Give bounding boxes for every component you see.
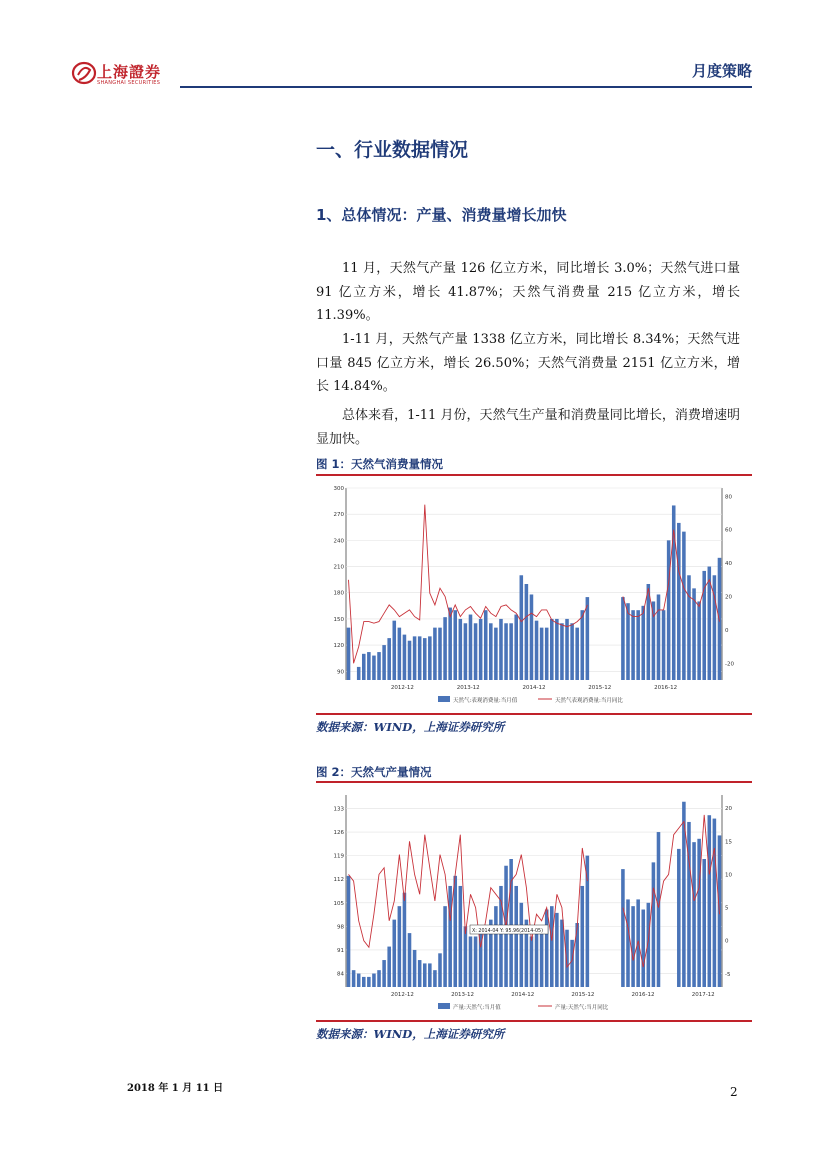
bar xyxy=(560,920,564,987)
bar xyxy=(652,862,656,987)
bar xyxy=(708,815,712,987)
logo-subtitle: SHANGHAI SECURITIES xyxy=(97,80,161,86)
bar xyxy=(636,610,640,680)
bar xyxy=(631,906,635,987)
x-tick-label: 2016-12 xyxy=(654,685,678,691)
bar xyxy=(377,970,381,987)
bar xyxy=(540,628,544,680)
bar xyxy=(398,906,402,987)
paragraph-november: 11 月，天然气产量 126 亿立方米，同比增长 3.0%；天然气进口量 91 亿立方米，增长 41.87%；天然气消费量 215 亿立方米，增长 11.39%。 xyxy=(316,261,740,323)
y2-tick-label: 10 xyxy=(725,872,732,879)
bar xyxy=(575,628,579,680)
bar xyxy=(560,623,564,680)
bar xyxy=(428,636,432,680)
tooltip-text: X: 2014-04 Y: 95.96(2014-05) xyxy=(472,929,543,934)
bar xyxy=(550,619,554,680)
bar xyxy=(662,610,666,680)
legend-bar-label: 天然气:表观消费量:当月值 xyxy=(453,698,518,704)
paragraph-ytd: 1-11 月，天然气产量 1338 亿立方米，同比增长 8.34%；天然气进口量 845 亿立方米，增长 26.50%；天然气消费量 2151 亿立方米，增长 14.84%。 xyxy=(316,332,740,394)
bar xyxy=(392,621,396,680)
bar xyxy=(418,960,422,987)
bar xyxy=(580,886,584,987)
bar xyxy=(362,654,366,680)
bar xyxy=(697,839,701,987)
legend-line-label: 天然气表观消费量:当月同比 xyxy=(555,698,623,704)
bar xyxy=(530,936,534,987)
bar xyxy=(494,906,498,987)
x-tick-label: 2013-12 xyxy=(456,685,480,691)
x-tick-label: 2012-12 xyxy=(390,992,414,998)
bar xyxy=(443,906,447,987)
bar xyxy=(540,930,544,987)
bar xyxy=(499,619,503,680)
y2-tick-label: 5 xyxy=(725,905,729,912)
bar xyxy=(408,933,412,987)
bar xyxy=(677,849,681,987)
bar xyxy=(453,876,457,987)
paragraph-summary: 总体来看，1-11 月份，天然气生产量和消费量同比增长，消费增速明显加快。 xyxy=(316,408,740,447)
bar xyxy=(464,623,468,680)
y-tick-label: 240 xyxy=(333,538,344,545)
bar xyxy=(438,628,442,680)
bar xyxy=(392,920,396,987)
bar xyxy=(504,623,508,680)
y-tick-label: 84 xyxy=(337,971,344,978)
y-tick-label: 180 xyxy=(333,590,344,597)
x-tick-label: 2014-12 xyxy=(522,685,546,691)
bar xyxy=(448,608,452,680)
bar xyxy=(418,636,422,680)
bar xyxy=(702,571,706,680)
bar xyxy=(484,610,488,680)
bar xyxy=(403,893,407,987)
bar xyxy=(484,926,488,987)
bar xyxy=(438,953,442,987)
bar xyxy=(692,842,696,987)
legend-line-label: 产量:天然气:当月同比 xyxy=(555,1005,609,1011)
bar xyxy=(367,652,371,680)
bar xyxy=(387,947,391,987)
bar xyxy=(433,970,437,987)
x-tick-label: 2014-12 xyxy=(511,992,535,998)
bar xyxy=(398,628,402,680)
bar xyxy=(580,610,584,680)
figure-2-top-rule xyxy=(316,781,752,783)
bar xyxy=(555,619,559,680)
y2-tick-label: 0 xyxy=(725,627,729,634)
page-number: 2 xyxy=(730,1085,738,1099)
bar xyxy=(464,926,468,987)
bar xyxy=(387,638,391,680)
bar xyxy=(357,974,361,987)
bar xyxy=(509,859,513,987)
bar xyxy=(545,628,549,680)
legend-bar-swatch xyxy=(438,1003,450,1009)
bar xyxy=(530,594,534,680)
bar xyxy=(357,667,361,680)
bar xyxy=(469,615,473,680)
bar xyxy=(448,886,452,987)
y-tick-label: 300 xyxy=(333,486,344,492)
bar xyxy=(514,886,518,987)
y-tick-label: 91 xyxy=(337,947,344,954)
chart-legend xyxy=(438,696,623,704)
bar xyxy=(713,819,717,987)
bar xyxy=(423,963,427,987)
bar xyxy=(570,940,574,987)
bar xyxy=(347,628,351,680)
section-heading: 一、行业数据情况 xyxy=(316,139,469,161)
bar xyxy=(626,603,630,680)
header-divider xyxy=(180,86,752,88)
bar xyxy=(403,635,407,680)
y2-tick-label: 0 xyxy=(725,938,729,945)
y-tick-label: 126 xyxy=(333,830,344,837)
bar xyxy=(382,960,386,987)
legend-bar-swatch xyxy=(438,696,450,702)
y2-tick-label: 20 xyxy=(725,594,732,601)
footer-date: 2018 年 1 月 11 日 xyxy=(127,1083,224,1094)
bar xyxy=(631,610,635,680)
y2-tick-label: 60 xyxy=(725,527,732,534)
bar xyxy=(641,910,645,987)
bar xyxy=(352,970,356,987)
bar xyxy=(647,584,651,680)
figure-1-top-rule xyxy=(316,474,752,476)
y2-tick-label: -20 xyxy=(725,661,734,668)
bar xyxy=(494,628,498,680)
figure-2-title: 图 2：天然气产量情况 xyxy=(316,765,432,779)
chart-tooltip xyxy=(470,925,548,934)
figure-2-bottom-rule xyxy=(316,1020,752,1022)
bar xyxy=(626,899,630,987)
bar xyxy=(474,936,478,987)
bar xyxy=(677,523,681,680)
bar xyxy=(555,913,559,987)
bar xyxy=(362,977,366,987)
y-tick-label: 112 xyxy=(333,877,344,884)
bar xyxy=(657,594,661,680)
bar xyxy=(570,623,574,680)
y-tick-label: 90 xyxy=(337,669,344,676)
bar xyxy=(641,606,645,680)
figure-2-source: 数据来源：WIND，上海证券研究所 xyxy=(316,1027,505,1041)
bar xyxy=(514,615,518,680)
bar xyxy=(702,859,706,987)
bar xyxy=(652,601,656,680)
bar xyxy=(565,619,569,680)
x-tick-label: 2012-12 xyxy=(390,685,414,691)
bar xyxy=(347,876,351,987)
bar xyxy=(550,906,554,987)
bar xyxy=(621,869,625,987)
logo-text: 上海證券 xyxy=(97,63,162,81)
bar xyxy=(535,933,539,987)
y2-tick-label: 15 xyxy=(725,839,732,846)
y-tick-label: 120 xyxy=(333,643,344,650)
report-type: 月度策略 xyxy=(691,62,752,80)
y-tick-label: 119 xyxy=(333,853,344,860)
bar xyxy=(525,584,529,680)
subsection-heading: 1、总体情况：产量、消费量增长加快 xyxy=(316,206,567,224)
bar xyxy=(413,950,417,987)
bar xyxy=(520,575,524,680)
y-tick-label: 150 xyxy=(333,616,344,623)
bar xyxy=(459,886,463,987)
bar xyxy=(453,610,457,680)
bar xyxy=(657,832,661,987)
bar xyxy=(474,623,478,680)
x-tick-label: 2016-12 xyxy=(631,992,655,998)
bar xyxy=(535,621,539,680)
bar xyxy=(372,656,376,680)
bar xyxy=(413,636,417,680)
bar xyxy=(621,597,625,680)
bar xyxy=(367,977,371,987)
consumption-chart xyxy=(330,480,742,712)
bar xyxy=(586,597,590,680)
x-tick-label: 2017-12 xyxy=(691,992,715,998)
bar xyxy=(697,601,701,680)
bar xyxy=(682,532,686,680)
figure-1-bottom-rule xyxy=(316,713,752,715)
y-tick-label: 133 xyxy=(333,806,344,813)
bar xyxy=(520,903,524,987)
bar xyxy=(428,963,432,987)
x-tick-label: 2015-12 xyxy=(571,992,595,998)
chart-legend xyxy=(438,1003,609,1011)
y2-tick-label: 80 xyxy=(725,494,732,501)
bar xyxy=(687,822,691,987)
figure-1-source: 数据来源：WIND，上海证券研究所 xyxy=(316,720,505,734)
x-tick-label: 2015-12 xyxy=(588,685,612,691)
bar xyxy=(718,558,722,680)
figure-1-title: 图 1：天然气消费量情况 xyxy=(316,457,444,471)
bar xyxy=(372,974,376,987)
bar xyxy=(667,540,671,680)
bar xyxy=(443,617,447,680)
y-tick-label: 270 xyxy=(333,512,344,519)
bar xyxy=(382,645,386,680)
bar xyxy=(469,936,473,987)
bar xyxy=(509,623,513,680)
bar xyxy=(423,638,427,680)
bar xyxy=(459,619,463,680)
y2-tick-label: -5 xyxy=(725,971,731,978)
bar xyxy=(479,619,483,680)
y-tick-label: 210 xyxy=(333,564,344,571)
production-chart xyxy=(330,787,742,1019)
bar xyxy=(565,930,569,987)
legend-bar-label: 产量:天然气:当月值 xyxy=(453,1005,501,1011)
y2-tick-label: 20 xyxy=(725,806,732,813)
y2-tick-label: 40 xyxy=(725,561,732,568)
bar xyxy=(687,575,691,680)
x-tick-label: 2013-12 xyxy=(451,992,475,998)
bar xyxy=(377,652,381,680)
bar xyxy=(489,623,493,680)
bar xyxy=(636,899,640,987)
y-tick-label: 105 xyxy=(333,900,344,907)
bar xyxy=(545,910,549,987)
bar xyxy=(433,628,437,680)
bar xyxy=(408,641,412,680)
y-tick-label: 98 xyxy=(337,924,344,931)
